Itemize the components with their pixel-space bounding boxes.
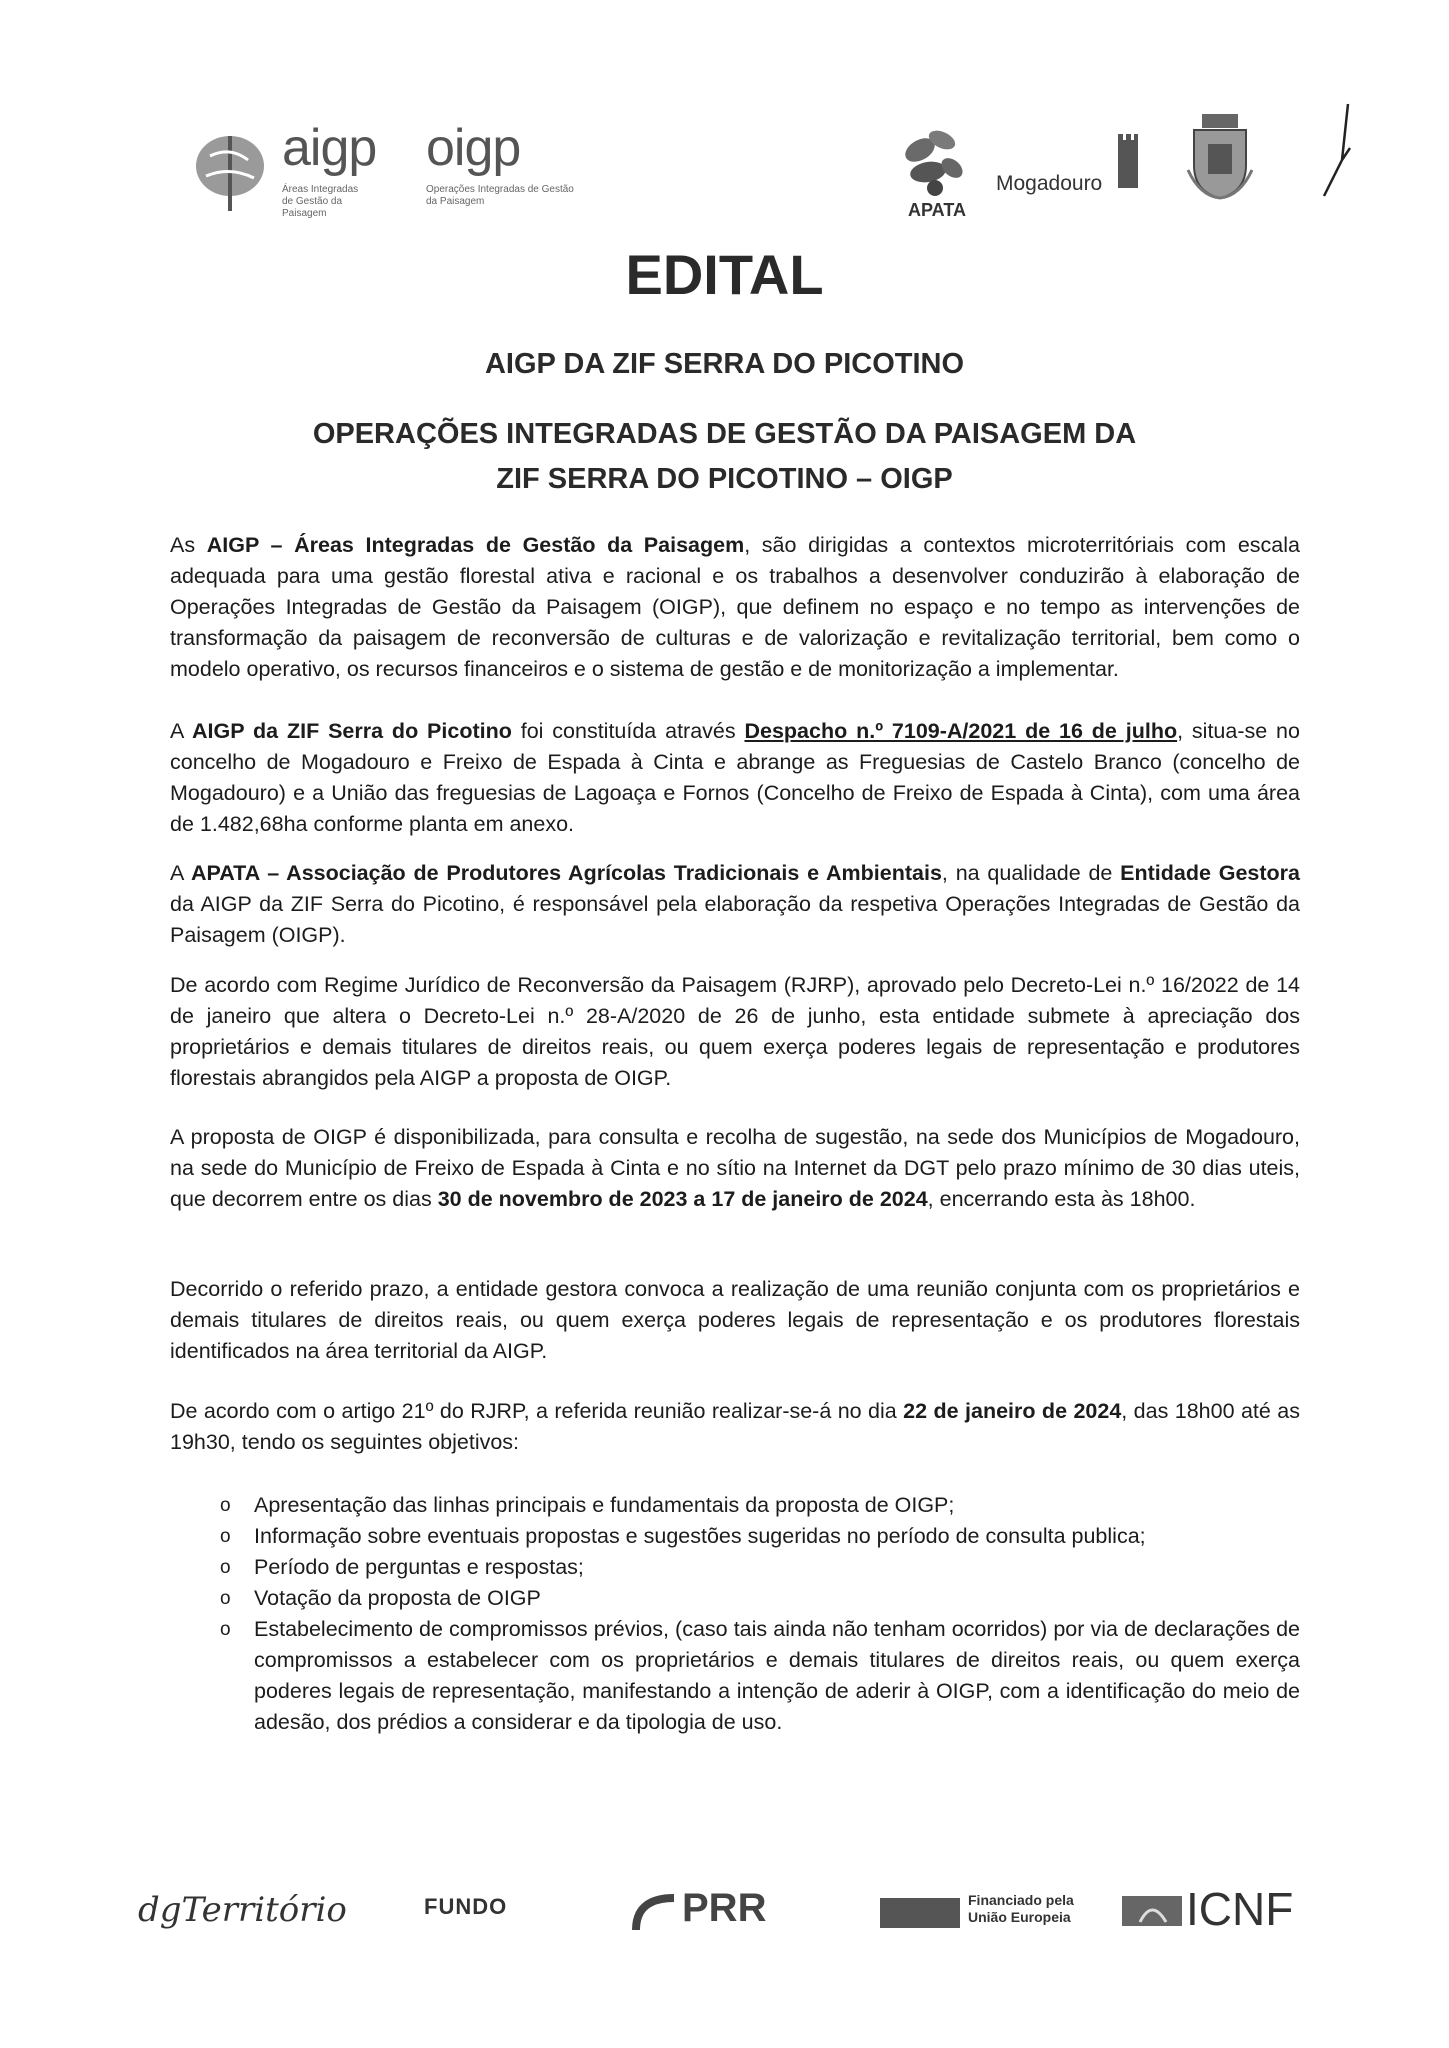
municipal-crest-icon [1180, 110, 1260, 200]
p5-text-c: , encerrando esta às 18h00. [927, 1187, 1196, 1211]
p5-bold-dates: 30 de novembro de 2023 a 17 de janeiro de 2024 [437, 1187, 928, 1211]
p1-bold: AIGP – Áreas Integradas de Gestão da Paisagem [206, 533, 745, 557]
eu-text-line1: Financiado pela [968, 1892, 1074, 1908]
p3-bold-entidade: Entidade Gestora [1120, 861, 1301, 885]
paragraph-meeting-convocation: Decorrido o referido prazo, a entidade gestora convoca a realização de uma reunião conjunta com os proprietários e demais titulares de direitos reais, ou quem exerça poderes legais de representação e os produtores florestais identificados na área territorial da AIGP. [170, 1277, 1300, 1363]
apata-label: APATA [908, 200, 966, 220]
list-item-text: Apresentação das linhas principais e fundamentais da proposta de OIGP; [254, 1493, 955, 1517]
eu-funding-text [968, 1892, 1074, 1926]
p2-text-c: foi constituída através [511, 719, 745, 743]
title-oigp-line1: OPERAÇÕES INTEGRADAS DE GESTÃO DA PAISAGEM DA [312, 418, 1137, 450]
p7-text-c: , das 18h00 até as 19h30, tendo os seguintes objetivos: [170, 1399, 1300, 1454]
p5-text-a: A proposta de OIGP é disponibilizada, para consulta e recolha de sugestão, na sede dos Municípios de Mogadouro, na sede do Município de Freixo de Espada à Cinta e no sítio na Internet da DGT pelo prazo mínimo de 30 dias uteis, que decorrem entre os dias [170, 1125, 1300, 1211]
paragraph-meeting-date [170, 1396, 1300, 1458]
footer-logos [0, 1880, 1449, 1960]
paragraph-rjrp: De acordo com Regime Jurídico de Reconversão da Paisagem (RJRP), aprovado pelo Decreto-Lei n.º 16/2022 de 14 de janeiro que altera o Decreto-Lei n.º 28-A/2020 de 26 de junho, esta entidade submete à apreciação dos proprietários e demais titulares de direitos reais, ou quem exerça poderes legais de representação e produtores florestais abrangidos pela AIGP a proposta de OIGP. [170, 973, 1300, 1090]
aigp-logo-text: aigp [282, 119, 377, 177]
bullet-marker: o [220, 1619, 231, 1640]
list-item [170, 1490, 1300, 1521]
icnf-emblem-icon [1122, 1892, 1184, 1930]
paragraph-aigp-intro [170, 530, 1300, 685]
mogadouro-tower-icon [1110, 130, 1150, 190]
title-oigp-line2: ZIF SERRA DO PICOTINO – OIGP [496, 463, 953, 495]
p2-text-a: A [170, 719, 193, 743]
bullet-marker: o [220, 1495, 231, 1516]
prr-logo: PRR [682, 1886, 767, 1930]
oigp-logo-subtitle: Operações Integradas de Gestão da Paisagem [426, 184, 574, 207]
paragraph-consultation [170, 1122, 1300, 1215]
mogadouro-label: Mogadouro [996, 172, 1103, 195]
fundo-logo: FUNDO [424, 1894, 508, 1919]
list-item [170, 1583, 1300, 1614]
dg-territorio-logo: dgTerritório [138, 1890, 347, 1930]
list-item [170, 1521, 1300, 1552]
title-aigp: AIGP DA ZIF SERRA DO PICOTINO [484, 348, 965, 380]
aigp-logo-subtitle: Áreas Integradas de Gestão da Paisagem [282, 184, 359, 219]
document-title: EDITAL [625, 243, 824, 306]
p2-bold: AIGP da ZIF Serra do Picotino [192, 719, 512, 743]
eu-flag-icon [880, 1898, 960, 1928]
signature-icon [1320, 100, 1360, 210]
p3-bold-apata: APATA – Associação de Produtores Agrícolas Tradicionais e Ambientais [190, 861, 942, 885]
bullet-marker: o [220, 1588, 231, 1609]
p1-text-c: , são dirigidas a contextos microterritóriais com escala adequada para uma gestão florestal ativa e racional e os trabalhos a desenvolver conduzirão à elaboração de Operações Integradas de Gestão da Paisagem (OIGP), que definem no espaço e no tempo as intervenções de transformação da paisagem de reconversão de culturas e de valorização e revitalização territorial, bem como o modelo operativo, os recursos financeiros e o sistema de gestão e de monitorização a implementar. [170, 533, 1300, 681]
list-item [170, 1552, 1300, 1583]
aigp-oigp-logo [190, 118, 574, 228]
p1-text-a: As [170, 533, 207, 557]
bullet-marker: o [220, 1557, 231, 1578]
p2-text-e: , situa-se no concelho de Mogadouro e Freixo de Espada à Cinta e abrange as Freguesias de Castelo Branco (concelho de Mogadouro) e a União das freguesias de Lagoaça e Fornos (Concelho de Freixo de Espada à Cinta), com uma área de 1.482,68ha conforme planta em anexo. [170, 719, 1300, 836]
p3-text-a: A [170, 861, 191, 885]
objectives-list [170, 1490, 1300, 1738]
p7-bold-date: 22 de janeiro de 2024 [903, 1399, 1122, 1423]
oigp-logo-text: oigp [426, 119, 521, 177]
p3-text-e: da AIGP da ZIF Serra do Picotino, é responsável pela elaboração da respetiva Operações Integradas de Gestão da Paisagem (OIGP). [170, 892, 1300, 947]
p3-text-c: , na qualidade de [941, 861, 1121, 885]
icnf-logo: ICNF [1186, 1883, 1294, 1935]
list-item-text: Estabelecimento de compromissos prévios, (caso tais ainda não tenham ocorridos) por via de declarações de compromissos a estabelecer com os proprietários e demais titulares de direitos reais, ou quem exerça poderes legais de representação, manifestando a intenção de aderir à OIGP, com a identificação do meio de adesão, dos prédios a considerar e da tipologia de uso. [254, 1617, 1300, 1734]
bullet-marker: o [220, 1526, 231, 1547]
list-item [170, 1614, 1300, 1738]
list-item-text: Votação da proposta de OIGP [254, 1586, 541, 1610]
eu-text-line2: União Europeia [968, 1909, 1071, 1925]
list-item-text: Período de perguntas e respostas; [254, 1555, 584, 1579]
despacho-reference: Despacho n.º 7109-A/2021 de 16 de julho [744, 719, 1178, 743]
paragraph-aigp-constitution [170, 716, 1300, 840]
paragraph-apata [170, 858, 1300, 951]
prr-arc-icon [630, 1890, 680, 1935]
p7-text-a: De acordo com o artigo 21º do RJRP, a referida reunião realizar-se-á no dia [170, 1399, 904, 1423]
leaf-icon [190, 126, 270, 216]
list-item-text: Informação sobre eventuais propostas e sugestões sugeridas no período de consulta publica; [254, 1524, 1146, 1548]
